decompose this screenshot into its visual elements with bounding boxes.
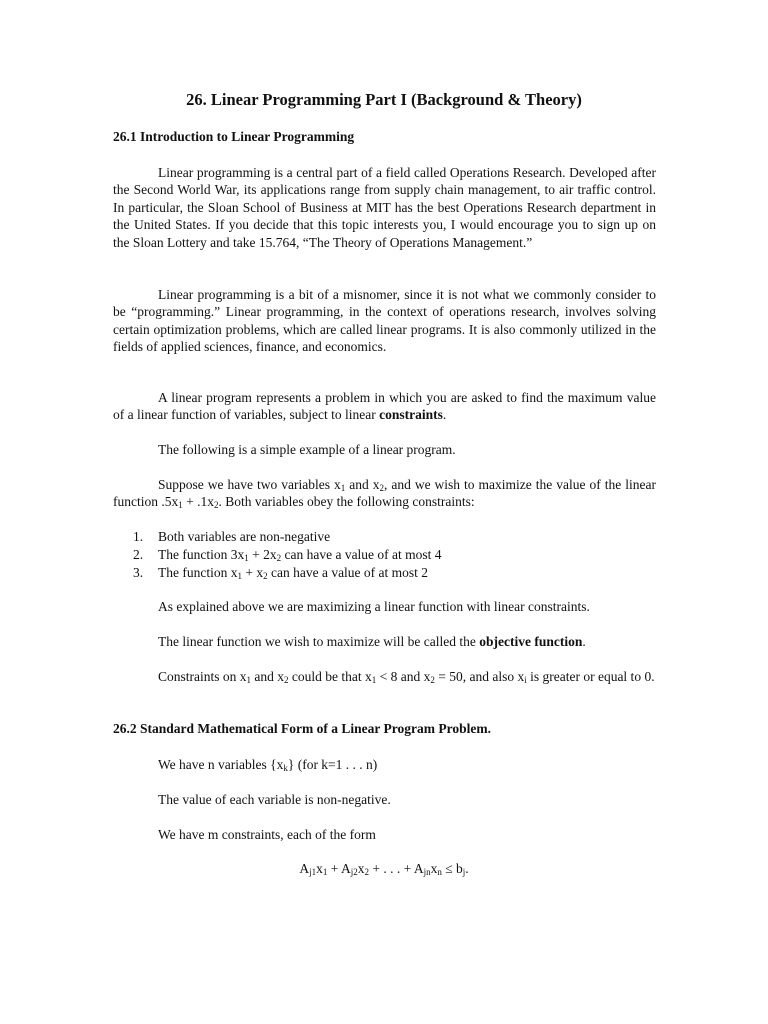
constraints-form-paragraph: We have m constraints, each of the form bbox=[158, 827, 376, 842]
section-heading-26-2: 26.2 Standard Mathematical Form of a Linear Program Problem. bbox=[113, 721, 491, 736]
list-item: 3. The function $x_1 + x_2$ can have a value of at most 2 bbox=[133, 565, 429, 581]
constraints-list bbox=[113, 528, 442, 582]
nonnegative-paragraph: The value of each variable is non-negative. bbox=[158, 792, 391, 807]
constraints-term: constraints bbox=[379, 407, 443, 423]
page-title: 26. Linear Programming Part I (Background & Theory) bbox=[186, 90, 582, 109]
constraints-example-paragraph: Constraints on $x_1$ and $x_2$ could be that $x_1 < 8$ and $x_2 = 50$, and also $x_i$ is greater or equal to 0. bbox=[158, 669, 655, 685]
list-item: 2. The function $3x_1 + 2x_2$ can have a value of at most 4 bbox=[133, 547, 442, 563]
variables-paragraph: We have n variables $\{x_k\}$ (for k=1 . . . n) bbox=[158, 757, 378, 773]
intro-paragraph-2: Linear programming is a bit of a misnomer, since it is not what we commonly consider to be “programming.” Linear programming, in the context of operations research, involves solving certain optimization problems, which are called linear programs. It is also commonly utilized in the fields of applied sciences, finance, and economics. bbox=[113, 287, 656, 355]
constraint-equation: $A_{j1}x_1 + A_{j2}x_2$ + . . . + $A_{jn}x_n \le b_j$. bbox=[299, 861, 469, 877]
intro-paragraph-3: A linear program represents a problem in which you are asked to find the maximum value of a linear function of variables, subject to linear constraints. bbox=[113, 390, 656, 423]
example-paragraph: Suppose we have two variables $x_1$ and $x_2$, and we wish to maximize the value of the linear function $.5x_1 + .1x_2$. Both variables obey the following constraints: bbox=[113, 477, 656, 511]
section-heading-26-1: 26.1 Introduction to Linear Programming bbox=[113, 129, 355, 144]
intro-paragraph-4: The following is a simple example of a linear program. bbox=[158, 442, 456, 457]
list-item: 1. Both variables are non-negative bbox=[133, 529, 331, 544]
objective-function-term: objective function bbox=[479, 634, 583, 649]
explanation-paragraph: As explained above we are maximizing a linear function with linear constraints. bbox=[158, 599, 590, 614]
objective-paragraph: The linear function we wish to maximize will be called the objective function. bbox=[158, 634, 586, 649]
intro-paragraph-1: Linear programming is a central part of a field called Operations Research. Developed after the Second World War, its applications range from supply chain management, to air traffic control. In particular, the Sloan School of Business at MIT has the best Operations Research department in the United States. If you decide that this topic interests you, I would encourage you to sign up on the Sloan Lottery and take 15.764, “The Theory of Operations Management.” bbox=[113, 165, 656, 250]
